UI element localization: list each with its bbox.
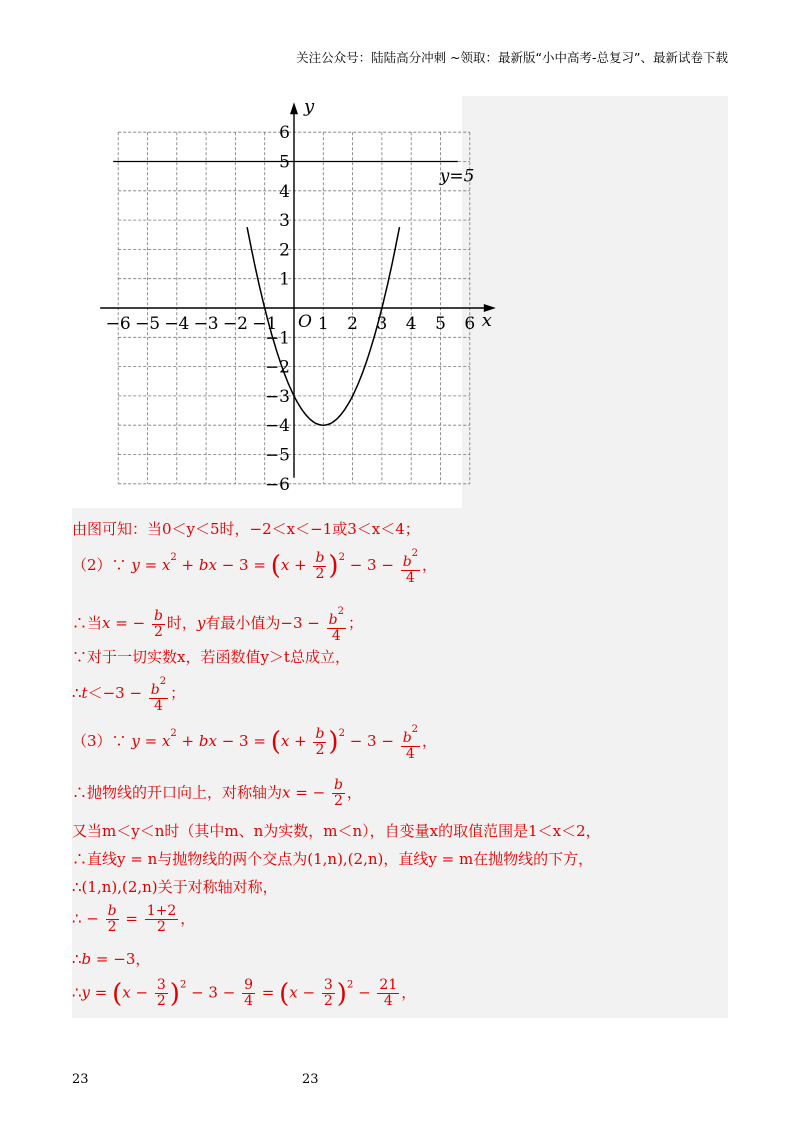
solution-line-3: ∴当x = − $\frac{b}{2}$ 时，y有最小值为−3 − $\frac{b^2}{4}$ ； xyxy=(72,606,363,644)
y-tick-label: 5 xyxy=(279,152,290,173)
y-tick-label: −2 xyxy=(264,357,290,378)
page-number-center: 23 xyxy=(302,1072,319,1087)
part-2-formula: $y = x^2$ + bx − 3 = (x + $\frac{b}{2}$ )$^2$ − 3 − $\frac{b^2}{4}$ ， xyxy=(131,548,438,586)
x-tick-label: −4 xyxy=(164,314,190,334)
x-axis-label: x xyxy=(481,310,492,331)
page-header: 关注公众号：陆陆高分冲刺 ~领取：最新版“小中高考-总复习”、最新试卷下载 xyxy=(296,50,728,65)
solution-line-1: 由图可知：当0＜y＜5时，−2＜x＜−1或3＜x＜4； xyxy=(72,520,420,538)
y-tick-label: −3 xyxy=(264,386,290,407)
y-axis-label: y xyxy=(304,96,315,118)
solution-line-4: ∵对于一切实数x，若函数值y＞t总成立， xyxy=(72,648,350,666)
x-tick-label: −6 xyxy=(105,314,131,334)
x-tick-label: 6 xyxy=(464,314,476,334)
x-tick-label: −2 xyxy=(222,314,248,334)
solution-line-8: 又当m＜y＜n时（其中m、n为实数，m＜n），自变量x的取值范围是1＜x＜2， xyxy=(72,822,601,840)
y-tick-label: 2 xyxy=(279,240,290,261)
x-tick-label: −1 xyxy=(252,314,278,334)
part-2-label: （2）∵ xyxy=(72,556,127,574)
page-number-left: 23 xyxy=(72,1072,89,1087)
solution-line-9: ∴直线y = n与抛物线的两个交点为(1,n),(2,n)，直线y = m在抛物线的下方， xyxy=(72,850,594,868)
x-tick-label: −5 xyxy=(134,314,161,334)
y-tick-label: 4 xyxy=(279,181,290,202)
line-label: y=5 xyxy=(439,166,475,187)
x-tick-label: 1 xyxy=(317,314,329,334)
solution-line-10: ∴(1,n),(2,n)关于对称轴对称， xyxy=(72,878,278,896)
solution-line-2 xyxy=(72,546,437,586)
y-tick-label: −5 xyxy=(264,445,290,466)
solution-line-7: ∴抛物线的开口向上，对称轴为x = − $\frac{b}{2}$ ， xyxy=(72,777,362,809)
y-tick-label: 1 xyxy=(279,269,290,290)
part-3-formula: $y = x^2$ + bx − 3 = (x + $\frac{b}{2}$ )$^2$ − 3 − $\frac{b^2}{4}$ ， xyxy=(131,724,438,762)
x-tick-label: 4 xyxy=(405,314,417,334)
x-tick-label: −3 xyxy=(193,314,219,334)
part-3-label: （3）∵ xyxy=(72,732,127,750)
x-tick-label: 3 xyxy=(376,314,388,334)
solution-line-11: ∴ − $\frac{b}{2}$ = $\frac{1+2}{2}$ ， xyxy=(72,903,196,935)
x-tick-label: 2 xyxy=(347,314,359,334)
origin-label: O xyxy=(298,312,312,332)
parabola-graph xyxy=(72,96,492,508)
y-tick-label: 3 xyxy=(279,211,290,232)
solution-line-12: ∴b = −3， xyxy=(72,950,151,968)
solution-line-6 xyxy=(72,722,437,762)
y-tick-label: −4 xyxy=(264,416,290,437)
y-tick-label: 6 xyxy=(279,123,290,144)
y-tick-label: −6 xyxy=(264,474,290,495)
x-tick-label: 5 xyxy=(435,314,446,334)
y-tick-label: −1 xyxy=(264,328,290,349)
y-axis-arrow xyxy=(290,102,298,114)
solution-line-5: ∴t＜−3 − $\frac{b^2}{4}$ ； xyxy=(72,676,186,714)
solution-line-13: ∴y = (x − $\frac{3}{2}$ )$^2$ − 3 − $\frac{9}{4}$ = (x − $\frac{3}{2}$ )$^2$ − $\frac{21}{4}$ ， xyxy=(72,977,417,1009)
graph-svg xyxy=(72,96,492,508)
